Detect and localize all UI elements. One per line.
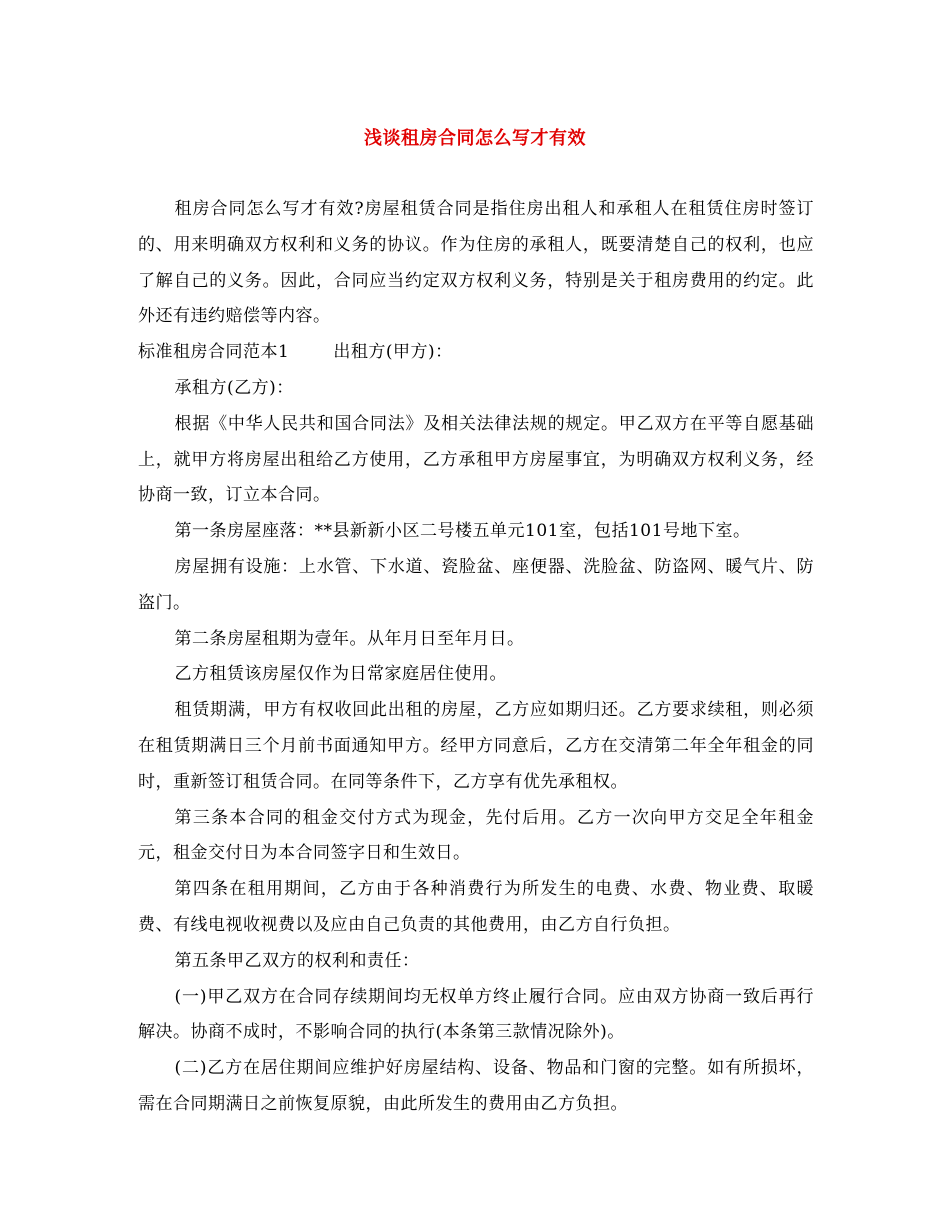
document-body [138,192,814,1123]
clause-3-rent: 第三条本合同的租金交付方式为现金，先付后用。乙方一次向甲方交足全年租金元，租金交付日为本合同签字日和生效日。 [138,807,814,864]
clause-1-location: 第一条房屋座落：**县新新小区二号楼五单元101室，包括101号地下室。 [174,521,751,542]
lessor-label: 出租方(甲方)： [333,342,453,363]
sample-label: 标准租房合同范本1 [138,342,290,363]
clause-5-item-2: (二)乙方在居住期间应维护好房屋结构、设备、物品和门窗的完整。如有所损坏，需在合同期满日之前恢复原貌，由此所发生的费用由乙方负担。 [138,1058,814,1114]
clause-5-heading: 第五条甲乙双方的权利和责任： [174,950,420,971]
clause-1-facilities: 房屋拥有设施：上水管、下水道、瓷脸盆、座便器、洗脸盆、防盗网、暖气片、防盗门。 [138,556,814,613]
sample-heading-line [138,335,814,371]
clause-2-term: 第二条房屋租期为壹年。从年月日至年月日。 [174,628,525,649]
document-title: 浅谈租房合同怎么写才有效 [364,128,586,149]
clause-4-fees: 第四条在租用期间，乙方由于各种消费行为所发生的电费、水费、物业费、取暖费、有线电视收视费以及应由自己负责的其他费用，由乙方自行负担。 [138,879,814,935]
clause-5-item-1: (一)甲乙双方在合同存续期间均无权单方终止履行合同。应由双方协商一致后再行解决。协商不成时，不影响合同的执行(本条第三款情况除外)。 [138,986,814,1043]
paragraph-basis: 根据《中华人民共和国合同法》及相关法律法规的规定。甲乙双方在平等自愿基础上，就甲方将房屋出租给乙方使用，乙方承租甲方房屋事宜，为明确双方权利义务，经协商一致，订立本合同。 [138,413,814,506]
clause-2-usage: 乙方租赁该房屋仅作为日常家庭居住使用。 [174,664,508,685]
clause-2-renewal: 租赁期满，甲方有权收回此出租的房屋，乙方应如期归还。乙方要求续租，则必须在租赁期满日三个月前书面通知甲方。经甲方同意后，乙方在交清第二年全年租金的同时，重新签订租赁合同。在同等条件下，乙方享有优先承租权。 [138,700,814,792]
lessee-label: 承租方(乙方)： [174,377,294,398]
paragraph-intro: 租房合同怎么写才有效?房屋租赁合同是指住房出租人和承租人在租赁住房时签订的、用来明确双方权利和义务的协议。作为住房的承租人，既要清楚自己的权利，也应了解自己的义务。因此，合同应当约定双方权利义务，特别是关于租房费用的约定。此外还有违约赔偿等内容。 [138,199,814,327]
